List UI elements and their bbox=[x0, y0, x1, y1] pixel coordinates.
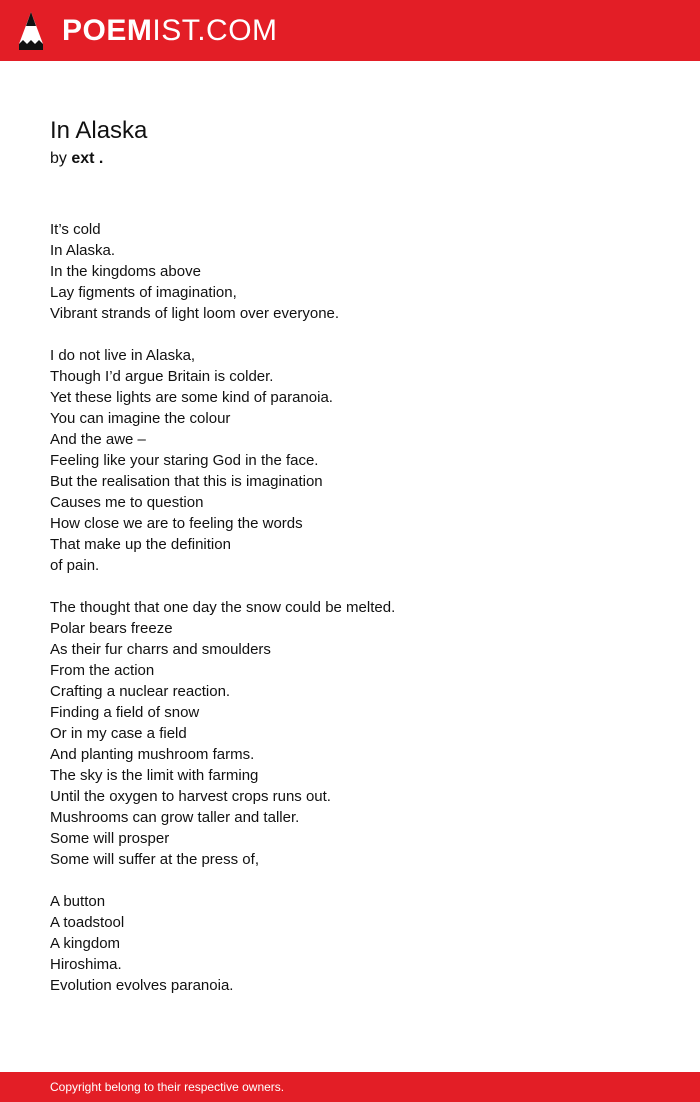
poem-body bbox=[50, 219, 650, 1017]
poem-stanza bbox=[50, 345, 650, 576]
poem-line: You can imagine the colour bbox=[50, 410, 231, 427]
poem-line: From the action bbox=[50, 662, 155, 679]
byline-prefix: by bbox=[50, 150, 67, 167]
poem-stanza bbox=[50, 891, 650, 996]
poem-line: It’s cold bbox=[50, 221, 101, 238]
poem-line: Lay figments of imagination, bbox=[50, 284, 237, 301]
poem-line: In the kingdoms above bbox=[50, 263, 201, 280]
site-footer bbox=[0, 1072, 700, 1102]
poem-line: of pain. bbox=[50, 557, 100, 574]
copyright-text: Copyright belong to their respective owners. bbox=[50, 1080, 285, 1094]
byline bbox=[50, 149, 103, 169]
poem-line: Vibrant strands of light loom over everyone. bbox=[50, 305, 340, 322]
site-header bbox=[0, 0, 700, 61]
poem-line: Evolution evolves paranoia. bbox=[50, 977, 234, 994]
poem-line: Some will prosper bbox=[50, 830, 170, 847]
logo-light-text: IST.COM bbox=[152, 14, 278, 47]
poem-line: Until the oxygen to harvest crops runs out. bbox=[50, 788, 331, 805]
poem-line: I do not live in Alaska, bbox=[50, 347, 196, 364]
poem-line: But the realisation that this is imagination bbox=[50, 473, 323, 490]
site-logo[interactable] bbox=[62, 13, 278, 49]
poem-line: Yet these lights are some kind of paranoia. bbox=[50, 389, 333, 406]
poem-line: In Alaska. bbox=[50, 242, 116, 259]
poem-line: A toadstool bbox=[50, 914, 125, 931]
poem-line: The thought that one day the snow could be melted. bbox=[50, 599, 396, 616]
poem-title: In Alaska bbox=[50, 117, 148, 144]
poem-line: Hiroshima. bbox=[50, 956, 122, 973]
poem-line: And planting mushroom farms. bbox=[50, 746, 255, 763]
poem-line: Mushrooms can grow taller and taller. bbox=[50, 809, 300, 826]
poem-line: Feeling like your staring God in the face. bbox=[50, 452, 319, 469]
poem-line: As their fur charrs and smoulders bbox=[50, 641, 271, 658]
poem-line: Finding a field of snow bbox=[50, 704, 200, 721]
poem-line: And the awe – bbox=[50, 431, 146, 448]
poem-line: Causes me to question bbox=[50, 494, 204, 511]
poem-line: Though I’d argue Britain is colder. bbox=[50, 368, 274, 385]
pen-nib-icon bbox=[18, 10, 44, 52]
poem-stanza bbox=[50, 597, 650, 870]
poem-line: Or in my case a field bbox=[50, 725, 187, 742]
poem-line: That make up the definition bbox=[50, 536, 231, 553]
poem-line: The sky is the limit with farming bbox=[50, 767, 259, 784]
poem-stanza bbox=[50, 219, 650, 324]
poem-line: How close we are to feeling the words bbox=[50, 515, 303, 532]
poem-line: Some will suffer at the press of, bbox=[50, 851, 259, 868]
poem-line: Crafting a nuclear reaction. bbox=[50, 683, 231, 700]
author-name: ext . bbox=[71, 150, 104, 167]
poem-line: A kingdom bbox=[50, 935, 121, 952]
poem-line: Polar bears freeze bbox=[50, 620, 173, 637]
logo-bold-text: POEM bbox=[62, 14, 153, 47]
poem-line: A button bbox=[50, 893, 106, 910]
